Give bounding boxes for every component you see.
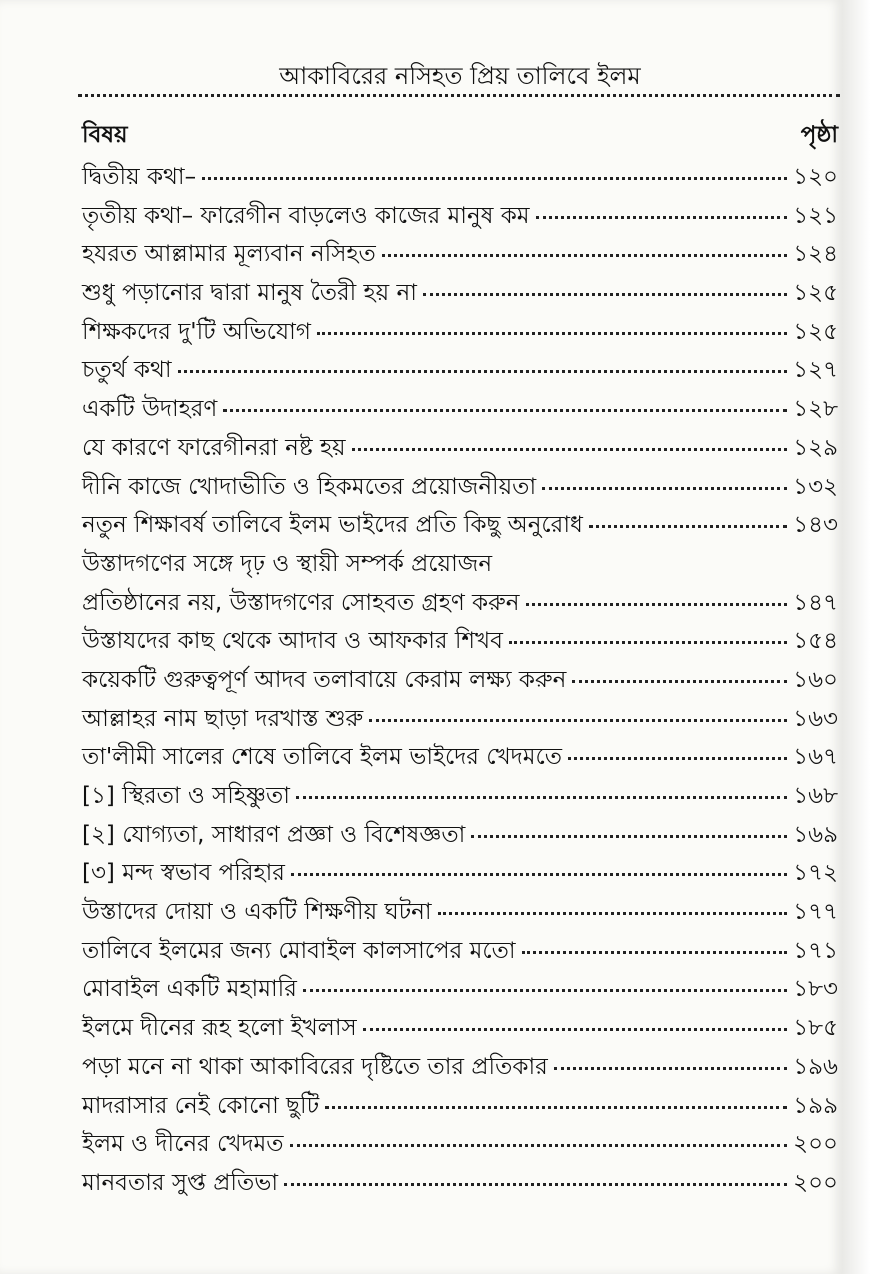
toc-entry (82, 506, 838, 545)
dot-leader (526, 603, 788, 606)
toc-entry-title: হযরত আল্লামার মূল্যবান নসিহত (82, 241, 376, 268)
toc-entry-title: [২] যোগ্যতা, সাধারণ প্রজ্ঞা ও বিশেষজ্ঞতা (82, 821, 466, 848)
toc-entry-title: দীনি কাজে খোদাভীতি ও হিকমতের প্রয়োজনীয়তা (82, 473, 537, 500)
dot-leader (542, 487, 787, 490)
toc-entry-page-number: ১৮৫ (793, 1015, 838, 1042)
toc-entry-page-number: ১৪৭ (793, 589, 838, 616)
toc-entry-page-number: ১৭৭ (793, 899, 838, 926)
toc-entry-page-number: ১৯৬ (793, 1053, 838, 1080)
toc-entry (82, 1009, 838, 1048)
toc-entry-title: উস্তাদের দোয়া ও একটি শিক্ষণীয় ঘটনা (82, 899, 432, 926)
toc-entry (82, 584, 838, 623)
subject-heading: বিষয় (82, 122, 128, 148)
toc-entry-page-number: ১৭১ (793, 937, 838, 964)
running-head: আকাবিরের নসিহত প্রিয় তালিবে ইলম (279, 62, 641, 90)
toc-entry-title: মোবাইল একটি মহামারি (82, 976, 297, 1003)
toc-entry (82, 1087, 838, 1126)
dot-leader (291, 873, 787, 876)
toc-entry-title: পড়া মনে না থাকা আকাবিরের দৃষ্টিতে তার প্রতিকার (82, 1053, 548, 1080)
toc-entry-title: তৃতীয় কথা– ফারেগীন বাড়লেও কাজের মানুষ কম (82, 202, 530, 229)
toc-entry-page-number: ১৬৭ (793, 744, 838, 771)
toc-entry (82, 468, 838, 507)
toc-entry (82, 313, 838, 352)
dot-leader (317, 332, 787, 335)
toc-entry (82, 970, 838, 1009)
table-of-contents (82, 158, 838, 1203)
dot-leader (572, 680, 787, 683)
toc-entry-page-number: ১২৫ (793, 280, 838, 307)
toc-entry-page-number: ১৫৪ (793, 628, 838, 655)
toc-entry-title: তালিবে ইলমের জন্য মোবাইল কালসাপের মতো (82, 937, 516, 964)
dot-leader (363, 1028, 788, 1031)
toc-entry (82, 1048, 838, 1087)
header-dotted-rule (78, 94, 840, 97)
toc-entry-title: [৩] মন্দ স্বভাব পরিহার (82, 860, 285, 887)
dot-leader (352, 448, 788, 451)
dot-leader (438, 912, 788, 915)
dot-leader (568, 757, 787, 760)
toc-entry-title: আল্লাহর নাম ছাড়া দরখাস্ত শুরু (82, 705, 364, 732)
toc-entry-title: মাদরাসার নেই কোনো ছুটি (82, 1092, 320, 1119)
toc-entry (82, 816, 838, 855)
dot-leader (554, 1067, 787, 1070)
page-heading: পৃষ্ঠা (800, 122, 838, 148)
toc-entry (82, 390, 838, 429)
dot-leader (223, 409, 787, 412)
toc-entry-title: নতুন শিক্ষাবর্ষ তালিবে ইলম ভাইদের প্রতি কিছু অনুরোধ (82, 512, 583, 539)
toc-entry (82, 158, 838, 197)
dot-leader (178, 370, 788, 373)
dot-leader (423, 293, 787, 296)
toc-entry-title: উস্তাযদের কাছ থেকে আদাব ও আফকার শিখব (82, 628, 503, 655)
toc-entry-title: ইলম ও দীনের খেদমত (82, 1131, 284, 1158)
toc-entry-page-number: ১৬৮ (793, 783, 838, 809)
page-edge (842, 0, 870, 1274)
toc-entry-title: যে কারণে ফারেগীনরা নষ্ট হয় (82, 434, 346, 461)
dot-leader (325, 1106, 787, 1109)
toc-entry-page-number: ১২০ (793, 164, 838, 190)
toc-entry-page-number: ২০০ (793, 1131, 838, 1158)
toc-entry-title: মানবতার সুপ্ত প্রতিভা (82, 1169, 279, 1196)
dot-leader (382, 254, 787, 257)
toc-entry (82, 622, 838, 661)
dot-leader (290, 1144, 788, 1147)
toc-entry-page-number: ১৭২ (793, 860, 838, 887)
dot-leader (536, 216, 788, 219)
toc-entry (82, 1125, 838, 1164)
toc-entry-title: তা'লীমী সালের শেষে তালিবে ইলম ভাইদের খেদমতে (82, 744, 563, 771)
toc-entry (82, 893, 838, 932)
toc-entry-title: ইলমে দীনের রূহ হলো ইখলাস (82, 1015, 357, 1042)
toc-entry (82, 351, 838, 390)
dot-leader (589, 525, 787, 528)
toc-entry (82, 854, 838, 893)
toc-entry-page-number: ১৩২ (793, 473, 838, 500)
toc-entry-page-number: ১২৯ (793, 434, 838, 461)
toc-entry (82, 661, 838, 700)
dot-leader (303, 989, 787, 992)
toc-entry-page-number: ১৯৯ (793, 1092, 838, 1119)
toc-entry (82, 700, 838, 739)
toc-entry (82, 777, 838, 816)
toc-entry-title: চতুর্থ কথা (82, 357, 172, 384)
toc-entry-title: দ্বিতীয় কথা– (82, 164, 197, 190)
dot-leader (509, 641, 787, 644)
dot-leader (522, 951, 788, 954)
toc-entry (82, 738, 838, 777)
toc-entry-page-number: ১২১ (793, 202, 838, 229)
toc-entry-page-number: ২০০ (793, 1169, 838, 1196)
toc-entry-title: প্রতিষ্ঠানের নয়, উস্তাদগণের সোহবত গ্রহণ করুন (82, 589, 520, 616)
toc-entry-title: শুধু পড়ানোর দ্বারা মানুষ তৈরী হয় না (82, 280, 417, 307)
toc-entry (82, 545, 838, 584)
toc-entry (82, 1164, 838, 1203)
toc-entry (82, 197, 838, 236)
dot-leader (284, 1183, 787, 1186)
toc-entry-title: কয়েকটি গুরুত্বপূর্ণ আদব তলাবায়ে কেরাম লক্ষ্য করুন (82, 666, 567, 693)
toc-entry-page-number: ১৬৯ (793, 821, 838, 848)
toc-entry-page-number: ১২৫ (793, 318, 838, 345)
toc-entry-title: শিক্ষকদের দু'টি অভিযোগ (82, 318, 311, 345)
toc-entry (82, 429, 838, 468)
toc-entry-page-number: ১৬৩ (793, 705, 838, 732)
column-headings (82, 118, 838, 152)
dot-leader (369, 719, 787, 722)
toc-entry-page-number: ১৬০ (793, 666, 838, 693)
toc-entry-page-number: ১৪৩ (793, 512, 838, 539)
dot-leader (471, 835, 787, 838)
toc-entry (82, 235, 838, 274)
toc-entry-title: [১] স্থিরতা ও সহিষ্ণুতা (82, 783, 290, 809)
toc-entry (82, 932, 838, 971)
dot-leader (202, 177, 787, 180)
toc-entry-page-number: ১২৮ (793, 396, 838, 423)
toc-entry-title: উস্তাদগণের সঙ্গে দৃঢ় ও স্থায়ী সম্পর্ক প্রয়োজন (82, 550, 493, 577)
toc-entry-title: একটি উদাহরণ (82, 396, 218, 423)
dot-leader (296, 796, 787, 799)
toc-entry-page-number: ১২৭ (793, 357, 838, 384)
toc-entry-page-number: ১৮৩ (793, 976, 838, 1003)
toc-entry (82, 274, 838, 313)
toc-entry-page-number: ১২৪ (793, 241, 838, 268)
